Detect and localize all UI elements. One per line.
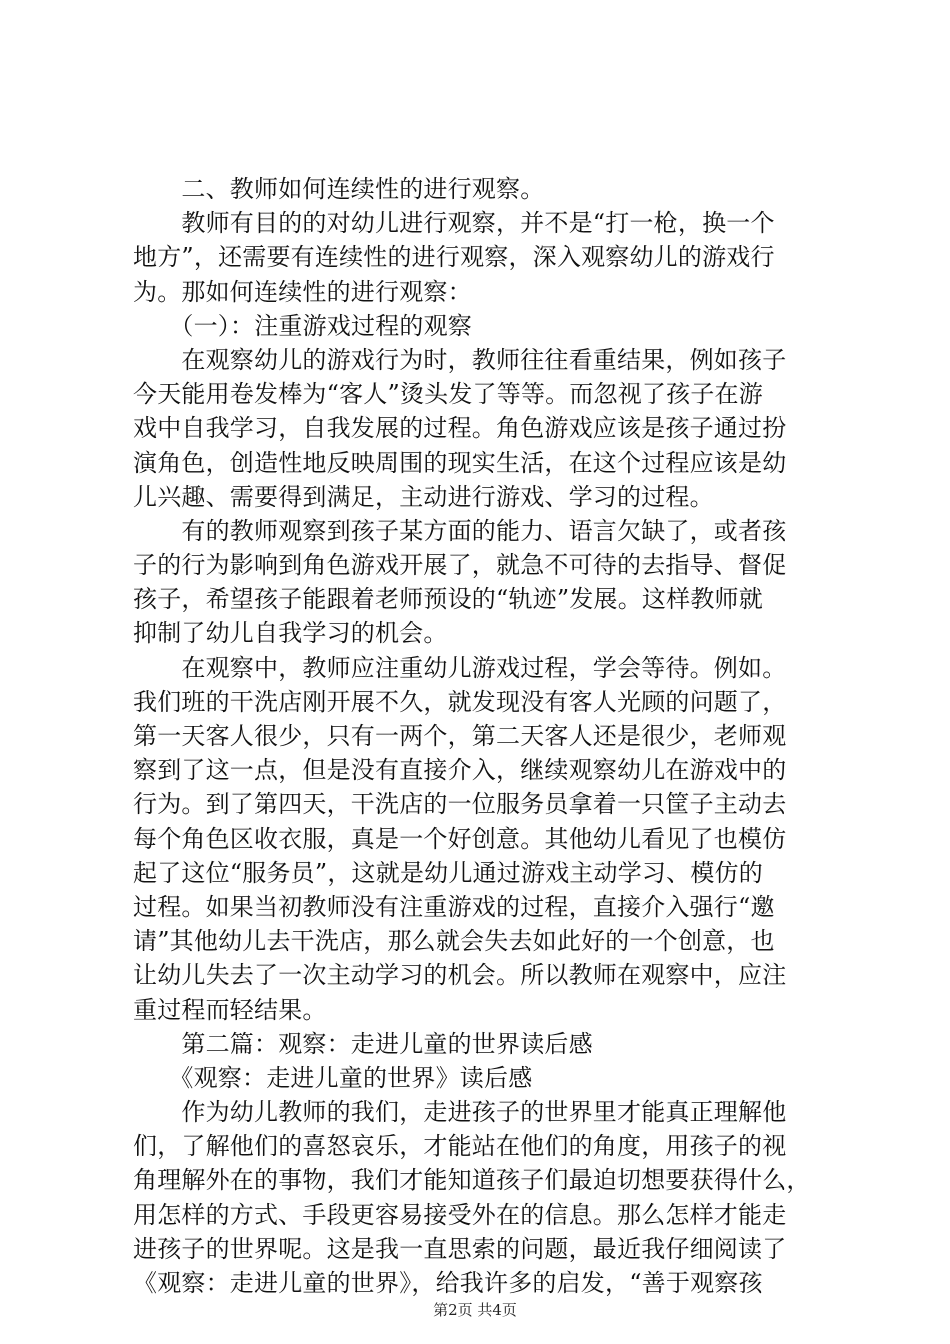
text-line: 二、教师如何连续性的进行观察。 (133, 175, 545, 203)
text-line: 让幼儿失去了一次主动学习的机会。所以教师在观察中，应注 (133, 961, 787, 990)
text-line: 儿兴趣、需要得到满足，主动进行游戏、学习的过程。 (133, 482, 714, 511)
text-line: 作为幼儿教师的我们，走进孩子的世界里才能真正理解他 (133, 1098, 787, 1127)
text-line: 行为。到了第四天，干洗店的一位服务员拿着一只筐子主动去 (133, 790, 787, 819)
text-line: 演角色，创造性地反映周围的现实生活，在这个过程应该是幼 (133, 448, 787, 477)
text-line: 们，了解他们的喜怒哀乐，才能站在他们的角度，用孩子的视 (133, 1132, 787, 1161)
text-line: 抑制了幼儿自我学习的机会。 (133, 619, 448, 648)
body-text (133, 172, 833, 1300)
text-line: 地方”，还需要有连续性的进行观察，深入观察幼儿的游戏行 (133, 243, 775, 272)
text-line: 第二篇：观察：走进儿童的世界读后感 (133, 1029, 593, 1058)
text-line: 《观察：走进儿童的世界》读后感 (133, 1063, 533, 1092)
text-line: 在观察幼儿的游戏行为时，教师往往看重结果，例如孩子 (133, 345, 787, 374)
text-line: 重过程而轻结果。 (133, 995, 327, 1024)
page-number-footer: 第2页 共4页 (433, 1301, 517, 1319)
text-line: 今天能用卷发棒为“客人”烫头发了等等。而忽视了孩子在游 (133, 380, 763, 409)
text-line: 有的教师观察到孩子某方面的能力、语言欠缺了，或者孩 (133, 516, 787, 545)
text-line: （一）：注重游戏过程的观察 (133, 311, 472, 340)
text-line: 过程。如果当初教师没有注重游戏的过程，直接介入强行“邀 (133, 892, 775, 921)
text-line: 孩子，希望孩子能跟着老师预设的“轨迹”发展。这样教师就 (133, 585, 763, 614)
text-line: 在观察中，教师应注重幼儿游戏过程，学会等待。例如。 (133, 653, 787, 682)
text-line: 《观察：走进儿童的世界》，给我许多的启发，“善于观察孩 (133, 1269, 763, 1297)
text-line: 第一天客人很少，只有一两个，第二天客人还是很少，老师观 (133, 722, 787, 750)
text-line: 戏中自我学习，自我发展的过程。角色游戏应该是孩子通过扮 (133, 414, 787, 443)
text-line: 起了这位“服务员”，这就是幼儿通过游戏主动学习、模仿的 (133, 858, 763, 887)
text-line: 请”其他幼儿去干洗店，那么就会失去如此好的一个创意，也 (133, 927, 775, 956)
text-line: 角理解外在的事物，我们才能知道孩子们最迫切想要获得什么， (133, 1166, 811, 1195)
text-line: 子的行为影响到角色游戏开展了，就急不可待的去指导、督促 (133, 551, 787, 580)
text-line: 进孩子的世界呢。这是我一直思索的问题，最近我仔细阅读了 (133, 1234, 787, 1263)
text-line: 教师有目的的对幼儿进行观察，并不是“打一枪，换一个 (133, 209, 775, 238)
text-line: 为。那如何连续性的进行观察： (133, 277, 472, 306)
text-line: 用怎样的方式、手段更容易接受外在的信息。那么怎样才能走 (133, 1200, 787, 1229)
text-line: 每个角色区收衣服，真是一个好创意。其他幼儿看见了也模仿 (133, 824, 787, 853)
text-line: 我们班的干洗店刚开展不久，就发现没有客人光顾的问题了， (133, 687, 787, 716)
text-line: 察到了这一点，但是没有直接介入，继续观察幼儿在游戏中的 (133, 756, 787, 785)
